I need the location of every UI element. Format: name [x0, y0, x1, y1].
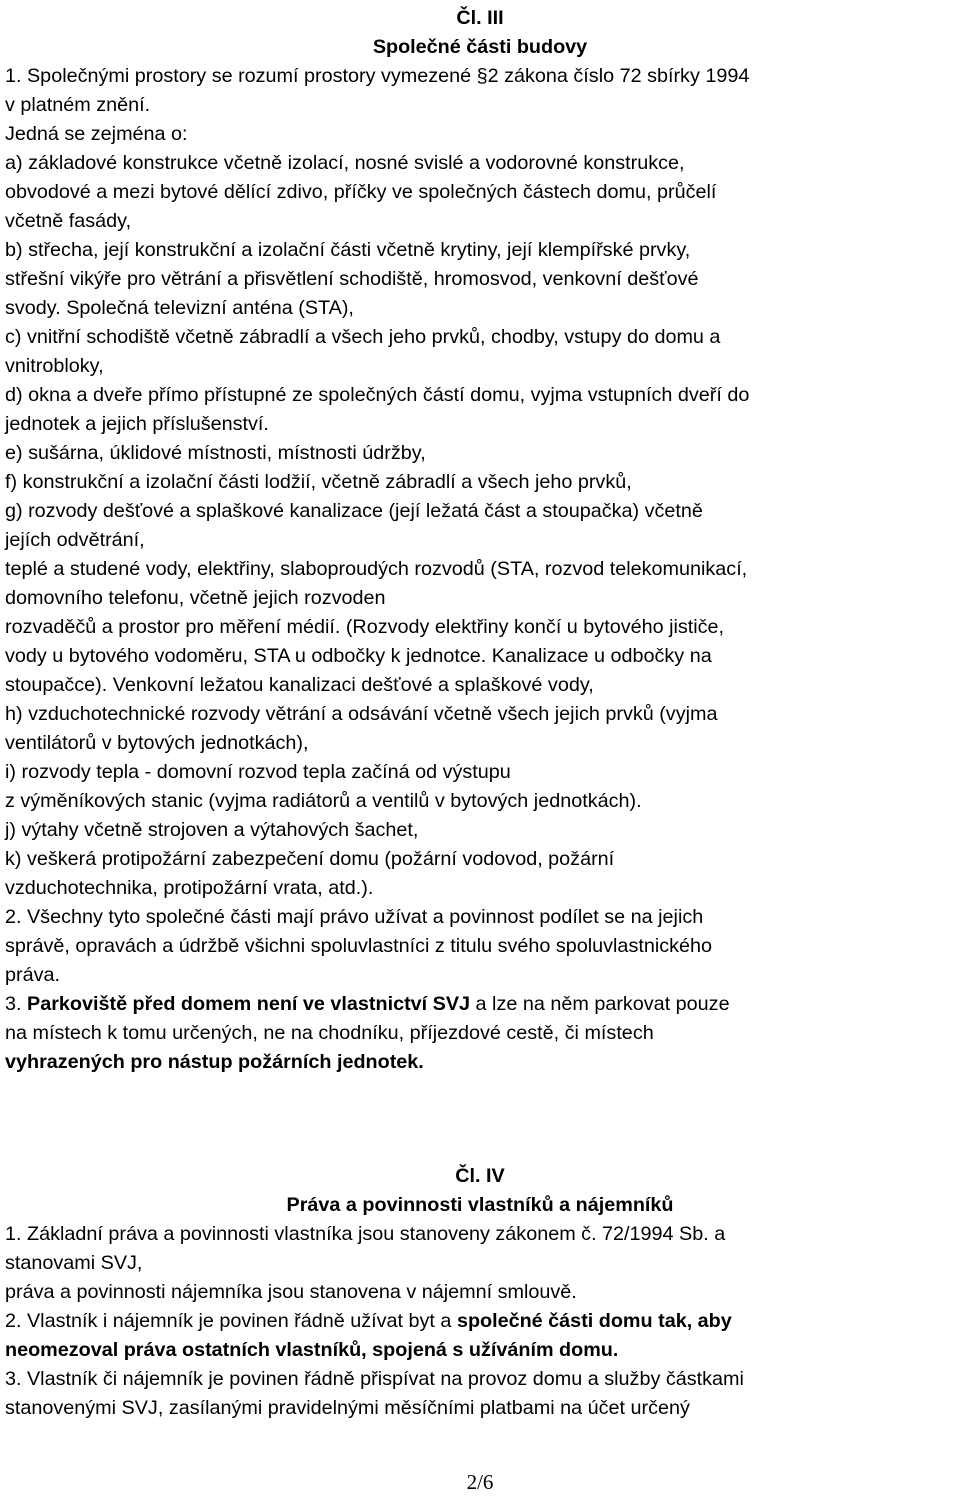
paragraph-line: Jedná se zejména o:: [5, 123, 188, 145]
section-3-title: Společné části budovy: [372, 36, 588, 58]
paragraph-line: domovního telefonu, včetně jejich rozvoden: [5, 587, 386, 609]
paragraph-line: vzduchotechnika, protipožární vrata, atd.).: [5, 877, 374, 899]
paragraph-line: vnitrobloky,: [5, 355, 104, 377]
paragraph-line: c) vnitřní schodiště včetně zábradlí a všech jeho prvků, chodby, vstupy do domu a: [5, 326, 721, 348]
paragraph-line: svody. Společná televizní anténa (STA),: [5, 297, 354, 319]
usage-bold: společné části domu tak, aby: [456, 1310, 732, 1332]
paragraph-line: j) výtahy včetně strojoven a výtahových šachet,: [5, 819, 419, 841]
parking-rest: a lze na něm parkovat pouze: [470, 993, 730, 1015]
paragraph-line: práva a povinnosti nájemníka jsou stanovena v nájemní smlouvě.: [5, 1281, 577, 1303]
paragraph-line: 1. Základní práva a povinnosti vlastníka jsou stanoveny zákonem č. 72/1994 Sb. a: [5, 1223, 726, 1245]
paragraph-line: b) střecha, její konstrukční a izolační části včetně krytiny, její klempířské prvky,: [5, 239, 691, 261]
paragraph-line: z výměníkových stanic (vyjma radiátorů a ventilů v bytových jednotkách).: [5, 790, 642, 812]
section-4-title: Práva a povinnosti vlastníků a nájemníků: [286, 1194, 674, 1216]
section-4-heading: Čl. IV: [455, 1165, 505, 1187]
paragraph-line: jednotek a jejich příslušenství.: [5, 413, 269, 435]
paragraph-line: h) vzduchotechnické rozvody větrání a odsávání včetně všech jejich prvků (vyjma: [5, 703, 718, 725]
paragraph-line: teplé a studené vody, elektřiny, slaboproudých rozvodů (STA, rozvod telekomunikací,: [5, 558, 748, 580]
usage-prefix: 2. Vlastník i nájemník je povinen řádně užívat byt a: [5, 1310, 457, 1332]
payment-paragraph-line-2: stanovenými SVJ, zasílanými pravidelnými měsíčními platbami na účet určený: [5, 1397, 690, 1419]
section-3-heading: Čl. III: [456, 7, 504, 29]
paragraph-line: obvodové a mezi bytové dělící zdivo, příčky ve společných částech domu, průčelí: [5, 181, 717, 203]
paragraph-line: d) okna a dveře přímo přístupné ze společných částí domu, vyjma vstupních dveří do: [5, 384, 750, 406]
parking-paragraph-line-1: [5, 990, 956, 1019]
paragraph-line: i) rozvody tepla - domovní rozvod tepla začíná od výstupu: [5, 761, 511, 783]
paragraph-line: stanovami SVJ,: [5, 1252, 143, 1274]
paragraph-line: vody u bytového vodoměru, STA u odbočky k jednotce. Kanalizace u odbočky na: [5, 645, 712, 667]
paragraph-line: a) základové konstrukce včetně izolací, nosné svislé a vodorovné konstrukce,: [5, 152, 685, 174]
paragraph-line: včetně fasády,: [5, 210, 132, 232]
usage-paragraph-line-1: [5, 1307, 956, 1336]
parking-ownership-bold: Parkoviště před domem není ve vlastnictví SVJ: [27, 993, 471, 1015]
paragraph-line: práva.: [5, 964, 60, 986]
paragraph-line: 2. Všechny tyto společné části mají právo užívat a povinnost podílet se na jejich: [5, 906, 704, 928]
paragraph-line: v platném znění.: [5, 94, 151, 116]
paragraph-line: g) rozvody dešťové a splaškové kanalizace (její ležatá část a stoupačka) včetně: [5, 500, 703, 522]
parking-paragraph-line-3: vyhrazených pro nástup požárních jednotek.: [5, 1051, 424, 1073]
paragraph-line: rozvaděčů a prostor pro měření médií. (Rozvody elektřiny končí u bytového jističe,: [5, 616, 725, 638]
paragraph-line: ventilátorů v bytových jednotkách),: [5, 732, 309, 754]
paragraph-line: 1. Společnými prostory se rozumí prostory vymezené §2 zákona číslo 72 sbírky 1994: [5, 65, 750, 87]
usage-paragraph-line-2: neomezoval práva ostatních vlastníků, spojená s užíváním domu.: [5, 1339, 619, 1361]
paragraph-line: stoupačce). Venkovní ležatou kanalizaci dešťové a splaškové vody,: [5, 674, 594, 696]
paragraph-line: střešní vikýře pro větrání a přisvětlení schodiště, hromosvod, venkovní dešťové: [5, 268, 699, 290]
paragraph-line: správě, opravách a údržbě všichni spoluvlastníci z titulu svého spoluvlastnického: [5, 935, 713, 957]
paragraph-line: f) konstrukční a izolační části lodžií, včetně zábradlí a všech jeho prvků,: [5, 471, 632, 493]
paragraph-line: e) sušárna, úklidové místnosti, místnosti údržby,: [5, 442, 426, 464]
parking-prefix: 3.: [5, 993, 27, 1015]
paragraph-line: jejích odvětrání,: [5, 529, 145, 551]
payment-paragraph-line-1: 3. Vlastník či nájemník je povinen řádně přispívat na provoz domu a služby částkami: [5, 1368, 744, 1390]
paragraph-line: k) veškerá protipožární zabezpečení domu (požární vodovod, požární: [5, 848, 615, 870]
page-number: 2/6: [466, 1470, 494, 1494]
parking-paragraph-line-2: na místech k tomu určených, ne na chodníku, příjezdové cestě, či místech: [5, 1022, 654, 1044]
